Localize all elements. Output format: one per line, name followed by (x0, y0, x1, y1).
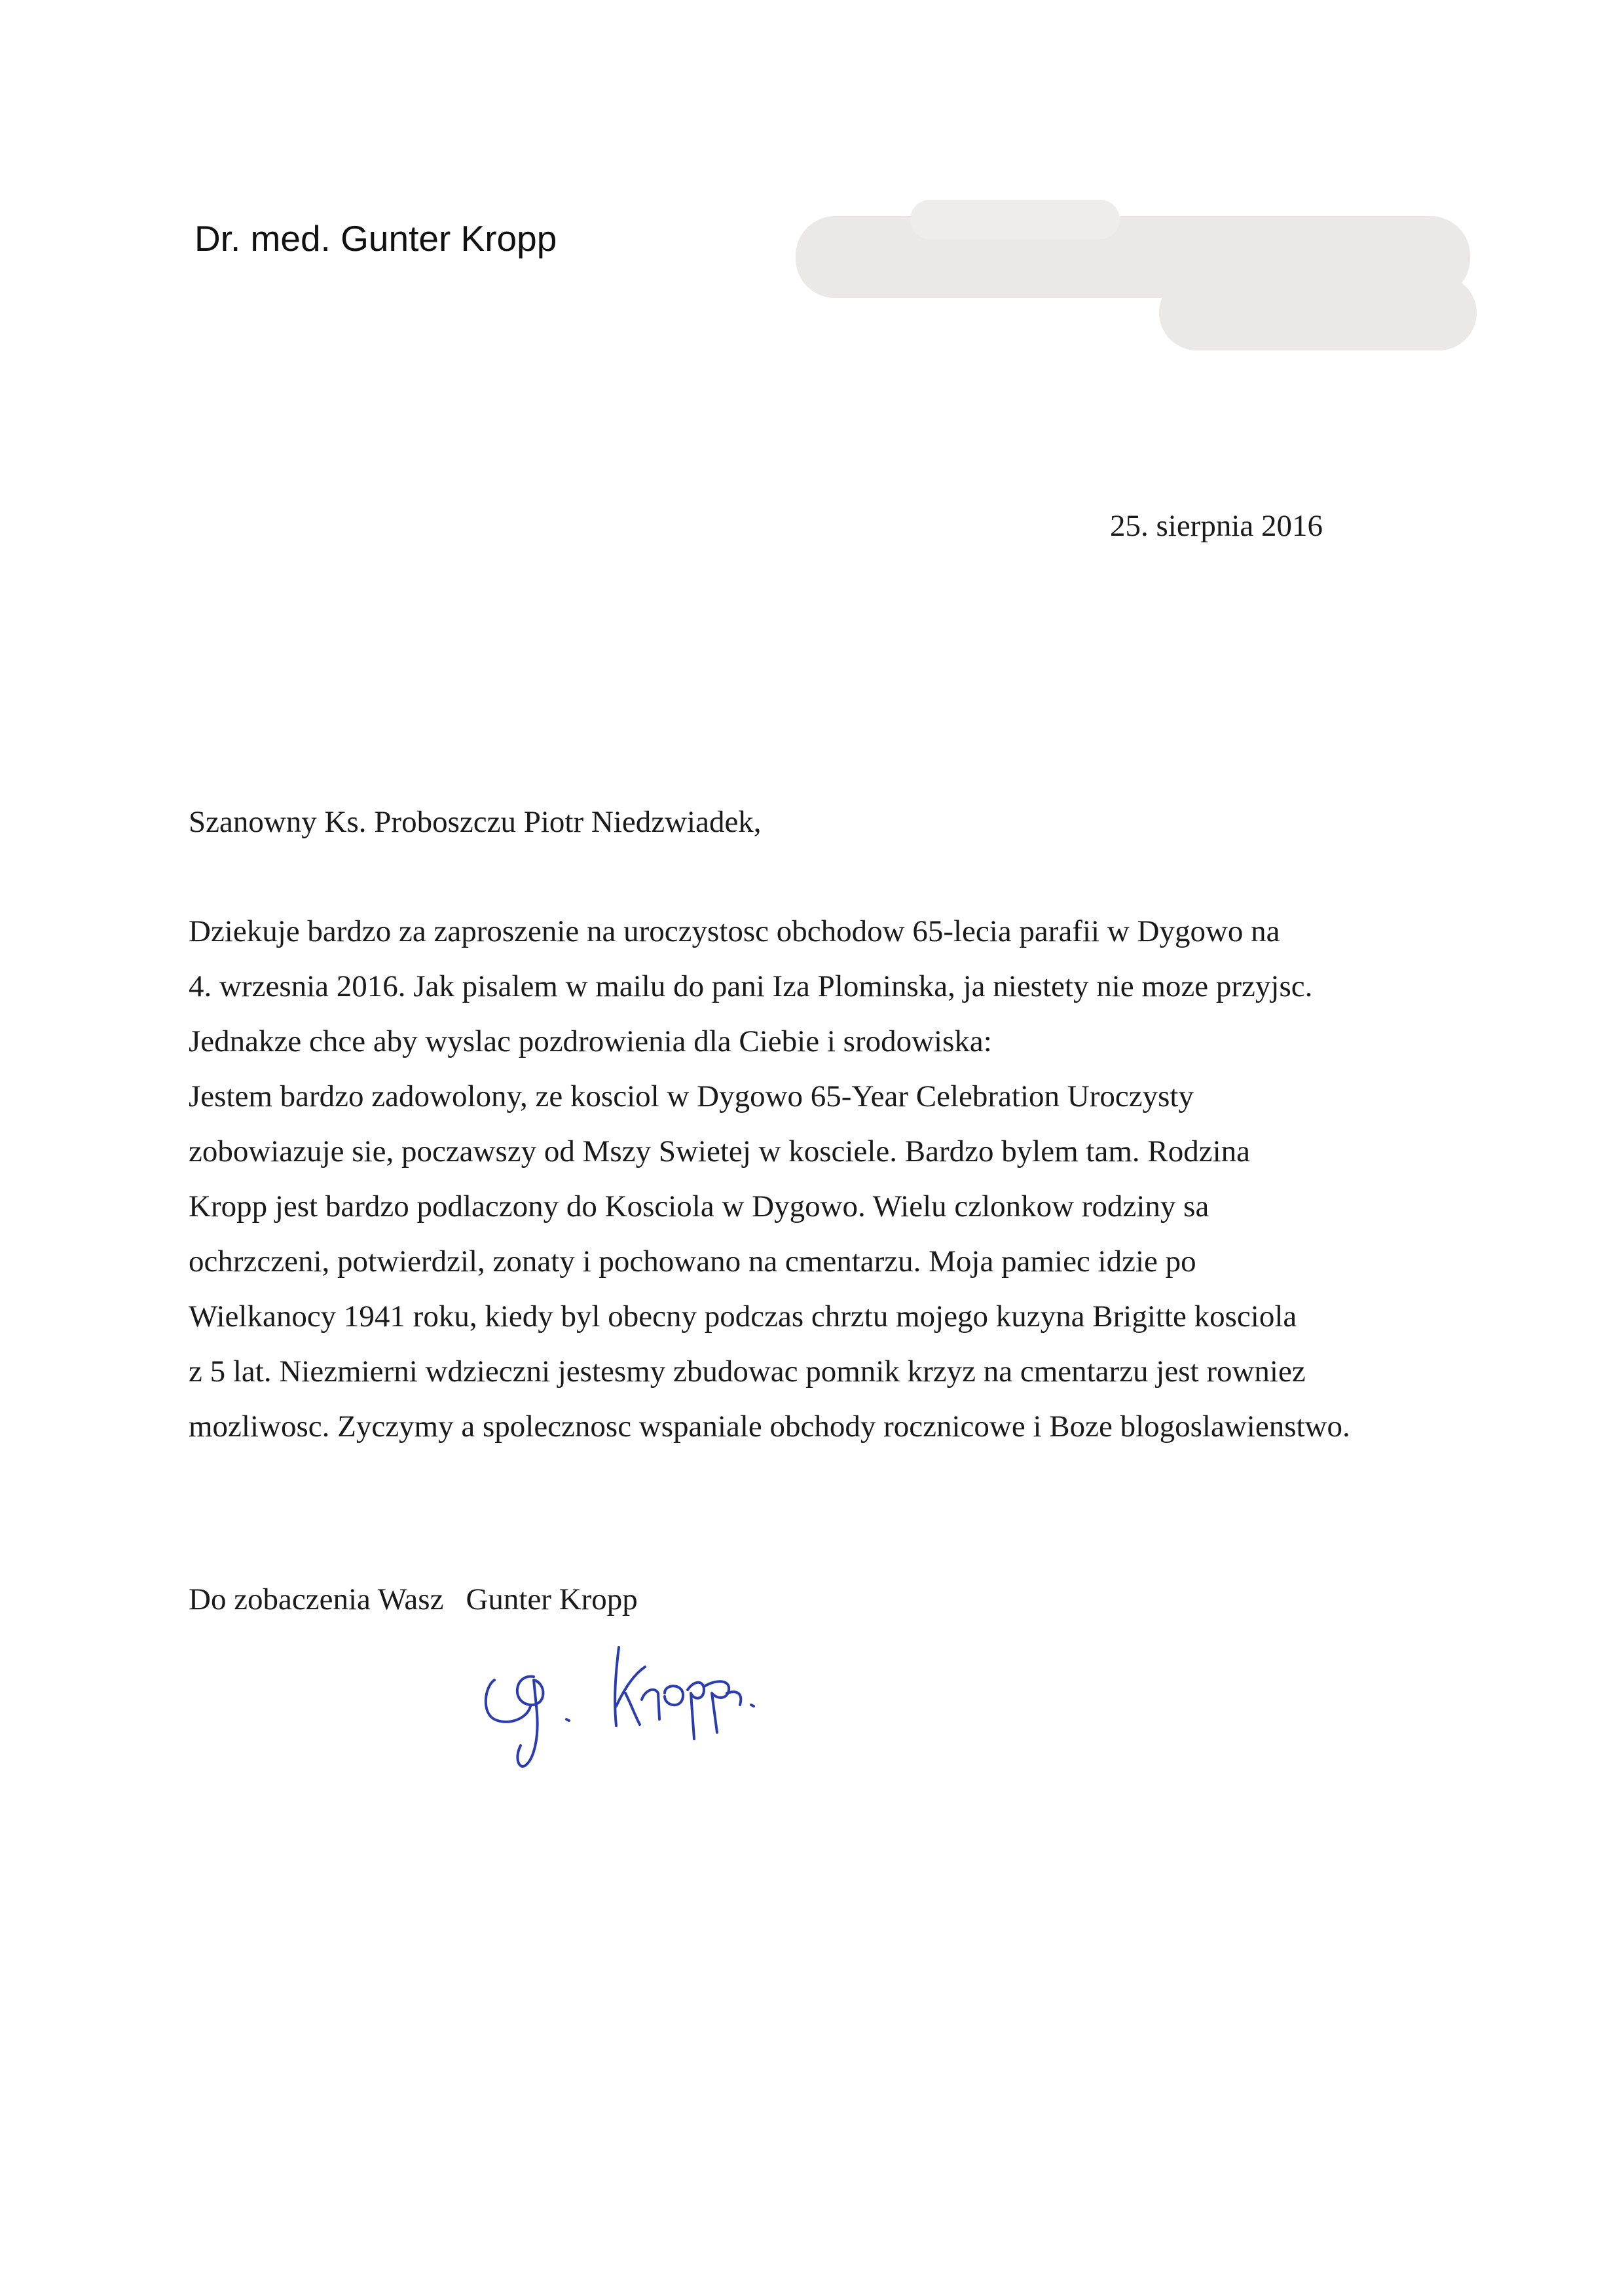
body-line: zobowiazuje sie, poczawszy od Mszy Swietej w kosciele. Bardzo bylem tam. Rodzina (189, 1134, 1251, 1168)
body-line: ochrzczeni, potwierdzil, zonaty i pochowano na cmentarzu. Moja pamiec idzie po (189, 1244, 1196, 1278)
body-line: Wielkanocy 1941 roku, kiedy byl obecny podczas chrztu mojego kuzyna Brigitte kosciola (189, 1299, 1297, 1334)
redacted-address-edge (910, 200, 1120, 239)
letter-body (189, 904, 1472, 1454)
redacted-phone (1159, 275, 1477, 350)
body-line: z 5 lat. Niezmierni wdzieczni jestesmy zbudowac pomnik krzyz na cmentarzu jest rowniez (189, 1354, 1306, 1389)
body-line: 4. wrzesnia 2016. Jak pisalem w mailu do pani Iza Plominska, ja niestety nie moze przyjsc. (189, 969, 1313, 1003)
body-line: Dziekuje bardzo za zaproszenie na uroczystosc obchodow 65-lecia parafii w Dygowo na (189, 914, 1280, 948)
body-line: mozliwosc. Zyczymy a spolecznosc wspaniale obchody rocznicowe i Boze blogoslawienstwo. (189, 1409, 1350, 1444)
letter-date: 25. sierpnia 2016 (1109, 509, 1323, 543)
body-line: Jednakze chce aby wyslac pozdrowienia dla Ciebie i srodowiska: (189, 1024, 992, 1058)
closing-farewell: Do zobaczenia Wasz (189, 1582, 444, 1616)
sender-name: Dr. med. Gunter Kropp (194, 218, 557, 259)
handwritten-signature (468, 1628, 809, 1778)
body-line: Jestem bardzo zadowolony, ze kosciol w Dygowo 65-Year Celebration Uroczysty (189, 1079, 1194, 1113)
closing (189, 1582, 638, 1617)
salutation: Szanowny Ks. Proboszczu Piotr Niedzwiadek, (189, 805, 762, 839)
closing-name: Gunter Kropp (466, 1582, 638, 1616)
body-line: Kropp jest bardzo podlaczony do Kosciola w Dygowo. Wielu czlonkow rodziny sa (189, 1189, 1209, 1223)
